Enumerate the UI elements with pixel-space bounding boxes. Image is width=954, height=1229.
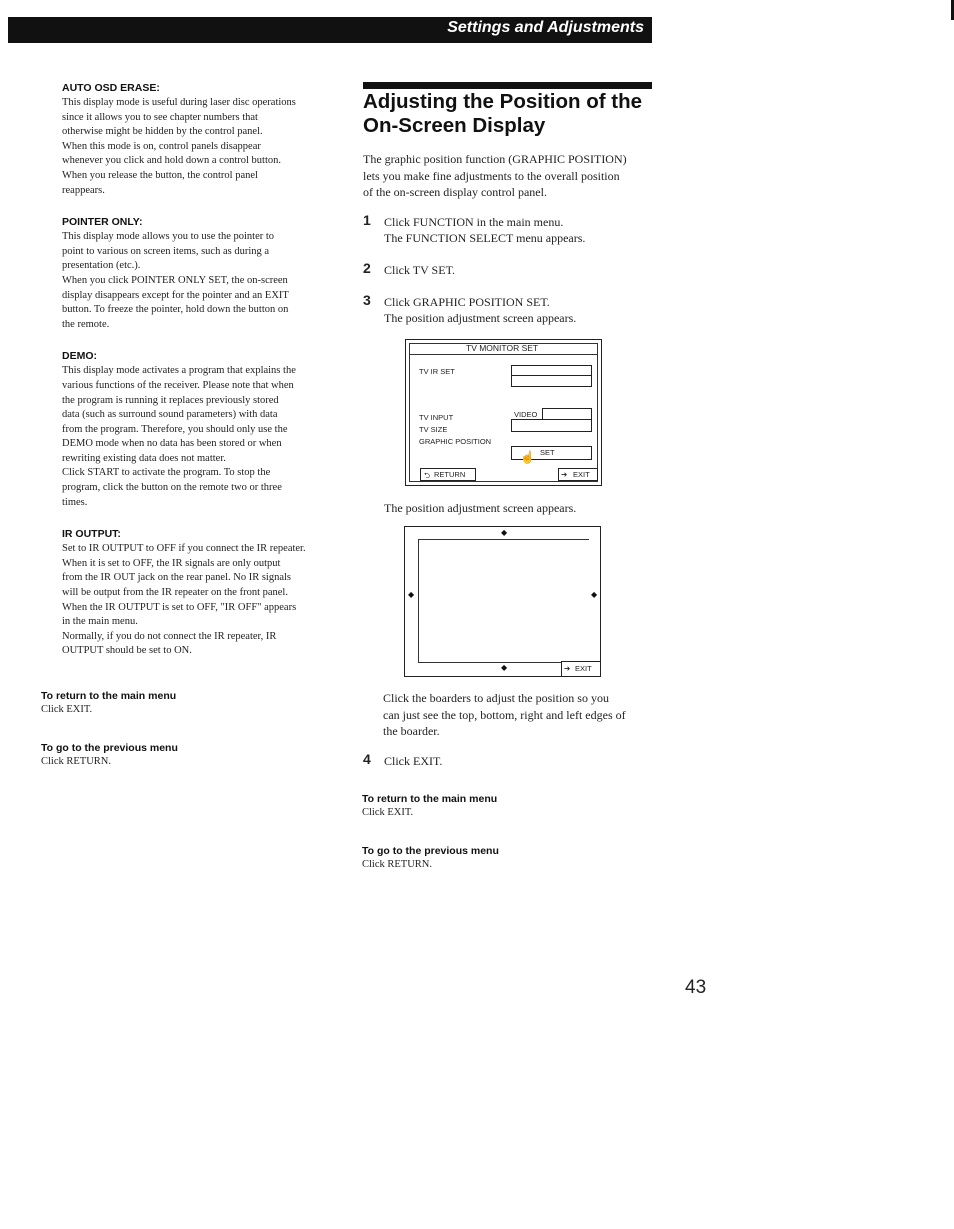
top-adjust-arrow-icon[interactable]: ◆ <box>501 528 508 537</box>
screen-title: TV MONITOR SET <box>466 343 539 353</box>
section-ir-output <box>62 528 332 659</box>
step-number: 3 <box>363 292 371 308</box>
step-number: 1 <box>363 212 371 228</box>
nav-title: To return to the main menu <box>41 690 177 702</box>
caption-adjust-instructions: Click the boarders to adjust the position so you can just see the top, bottom, right and left edges of the boarder. <box>383 691 626 738</box>
position-adjustment-screen <box>404 526 601 677</box>
graphic-position-label: GRAPHIC POSITION <box>419 437 492 446</box>
return-arrow-icon: ⮌ <box>424 471 431 480</box>
step-text: The FUNCTION SELECT menu appears. <box>384 231 586 245</box>
nav-title: To return to the main menu <box>362 793 498 805</box>
section-title: AUTO OSD ERASE: <box>62 82 160 94</box>
left-nav-previous-menu <box>41 742 178 767</box>
step-text: Click GRAPHIC POSITION SET. <box>384 295 550 309</box>
section-demo <box>62 350 332 510</box>
nav-title: To go to the previous menu <box>41 742 178 754</box>
tv-input-label: TV INPUT <box>419 413 454 422</box>
title-rule <box>363 82 652 89</box>
section-title: DEMO: <box>62 350 97 363</box>
left-adjust-arrow-icon[interactable]: ◆ <box>408 590 415 599</box>
exit-button[interactable]: ➔ EXIT <box>558 468 598 481</box>
right-nav-previous-menu <box>362 845 499 870</box>
tv-ir-set-label: TV IR SET <box>419 367 455 376</box>
left-nav-return-main <box>41 690 176 715</box>
section-body: This display mode activates a program that explains the various functions of the receiver. Please note that when the program is running it replaces previously stored data (such as surround sound parameters) with data from the program. Therefore, you should only use the DEMO mode when no data has been stored or when rewriting existing data does not matter. Click START to activate the program. To stop the program, click the button on the remote two or three times. <box>62 365 296 508</box>
nav-text: Click EXIT. <box>362 807 414 818</box>
return-button[interactable]: ⮌ RETURN <box>420 468 476 481</box>
tv-monitor-set-screen <box>405 339 602 486</box>
right-nav-return-main <box>362 793 497 818</box>
right-adjust-arrow-icon[interactable]: ◆ <box>591 590 598 599</box>
section-header-title: Settings and Adjustments <box>447 19 644 36</box>
step-text: The position adjustment screen appears. <box>384 311 577 325</box>
page-number: 43 <box>685 977 707 998</box>
tv-size-label: TV SIZE <box>419 425 448 434</box>
video-label: VIDEO <box>514 410 538 419</box>
step-text: Click EXIT. <box>384 754 443 768</box>
nav-text: Click RETURN. <box>41 756 111 767</box>
section-body: This display mode allows you to use the pointer to point to various on screen items, such as during a presentation (etc.). When you click POINTER ONLY SET, the on-screen display disappears except for the pointer and an EXIT button. To freeze the pointer, hold down the button on the remote. <box>62 231 289 330</box>
step-number: 2 <box>363 260 371 276</box>
section-pointer-only <box>62 216 332 332</box>
title-divider <box>409 354 598 355</box>
intro-paragraph: The graphic position function (GRAPHIC POSITION) lets you make fine adjustments to the overall position of the on-screen display control panel. <box>363 152 627 199</box>
exit-arrow-icon: ➔ <box>561 470 568 479</box>
nav-text: Click RETURN. <box>362 859 432 870</box>
adjustment-border[interactable] <box>418 539 589 663</box>
tv-ir-set-box[interactable] <box>511 365 592 387</box>
section-header-bar <box>8 17 652 43</box>
step-number: 4 <box>363 751 371 767</box>
section-body: Set to IR OUTPUT to OFF if you connect the IR repeater. When it is set to OFF, the IR signals are only output from the IR OUT jack on the rear panel. No IR signals will be output from the IR repeater on the front panel. When the IR OUTPUT is set to OFF, "IR OFF" appears in the main menu. Normally, if you do not connect the IR repeater, IR OUTPUT should be set to ON. <box>62 543 306 657</box>
exit-arrow-icon: ➔ <box>564 664 571 673</box>
section-title: IR OUTPUT: <box>62 528 121 541</box>
pointer-hand-icon: ☝ <box>520 450 535 464</box>
nav-text: Click EXIT. <box>41 704 93 715</box>
bottom-adjust-arrow-icon[interactable]: ◆ <box>501 663 508 672</box>
tv-size-box[interactable] <box>511 419 592 432</box>
step-text: Click FUNCTION in the main menu. <box>384 215 564 229</box>
caption-position-screen: The position adjustment screen appears. <box>384 501 577 515</box>
section-body: This display mode is useful during laser disc operations since it allows you to see chapter numbers that otherwise might be hidden by the control panel. When this mode is on, control panels disappear whenever you click and hold down a control button. When you release the button, the control panel reappears. <box>62 97 296 196</box>
step-text: Click TV SET. <box>384 263 456 277</box>
left-column <box>62 82 332 677</box>
exit-button[interactable]: ➔ EXIT <box>561 661 601 677</box>
graphic-position-set-button[interactable]: SET <box>511 446 592 460</box>
page-title: Adjusting the Position of the On-Screen Display <box>363 90 643 137</box>
section-auto-osd-erase <box>62 82 332 198</box>
section-title: POINTER ONLY: <box>62 216 143 229</box>
nav-title: To go to the previous menu <box>362 845 499 857</box>
